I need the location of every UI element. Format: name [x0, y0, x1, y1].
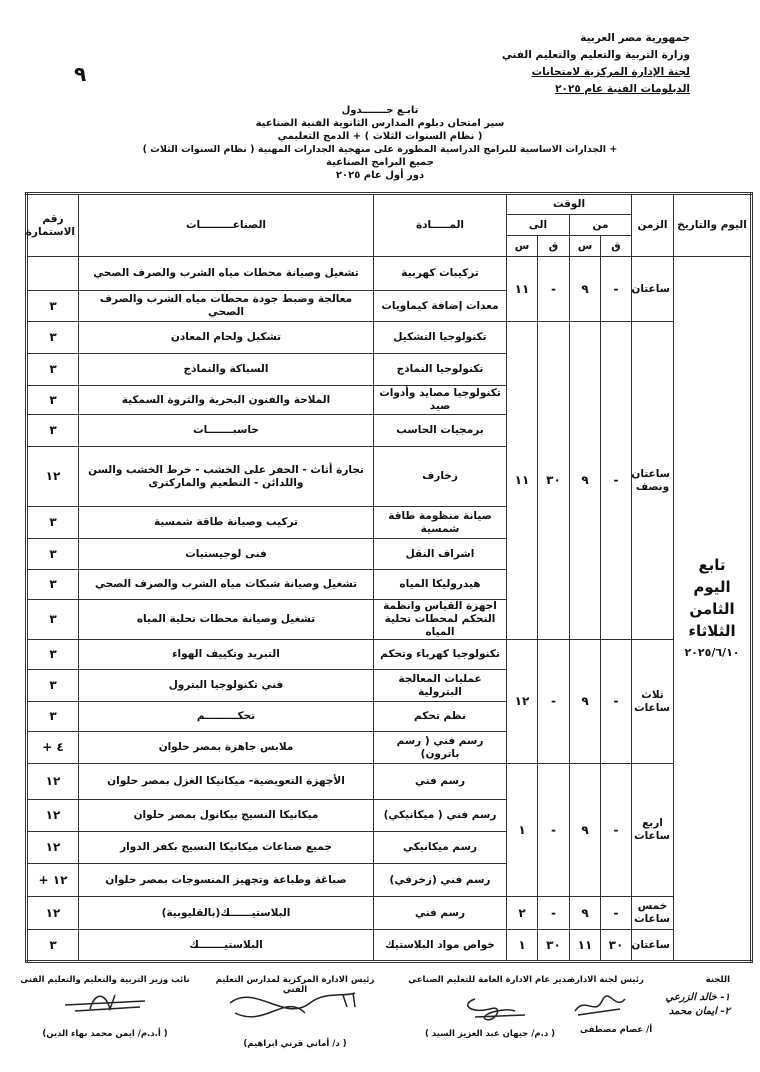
industry-cell: الملاحة والفنون البحرية والثروة السمكية: [79, 386, 374, 415]
industry-cell: السباكة والنماذج: [79, 354, 374, 386]
industry-cell: تشغيل وصيانة شبكات مياه الشرب والصرف الصحي: [79, 570, 374, 600]
to-minute-cell: ٣٠: [538, 930, 570, 962]
to-minute-cell: -: [538, 764, 570, 897]
header-line: جمهورية مصر العربية: [580, 32, 690, 44]
duration-cell: اربع ساعات: [632, 764, 674, 897]
industry-cell: فني تكنولوجيا البترول: [79, 670, 374, 702]
form-number-cell: ١٢: [27, 764, 79, 800]
header-time: الوقت: [507, 194, 632, 215]
signature-image: [225, 983, 375, 1028]
from-minute-cell: -: [601, 897, 632, 930]
form-number-cell: ٣: [27, 322, 79, 354]
industry-cell: معالجة وضبط جودة محطات مياه الشرب والصرف الصحي: [79, 291, 374, 322]
header-subject: المـــــادة: [374, 194, 507, 257]
table-row: [27, 930, 752, 962]
form-number-cell: ١٢: [27, 800, 79, 832]
to-hour-cell: ١: [507, 764, 538, 897]
subject-cell: تكنولوجيا التشكيل: [374, 322, 507, 354]
title-line: تابـع جـــــــدول: [341, 105, 419, 116]
day-label: الثامن: [689, 599, 735, 618]
signature-image: [60, 987, 150, 1017]
header-day: اليوم والتاريخ: [674, 194, 752, 257]
subject-cell: عمليات المعالجة البترولية: [374, 670, 507, 702]
table-row: [27, 897, 752, 930]
industry-cell: تحكـــــــــم: [79, 702, 374, 732]
subject-cell: صيانة منظومة طاقة شمسية: [374, 507, 507, 539]
from-minute-cell: -: [601, 764, 632, 897]
from-minute-cell: ٣٠: [601, 930, 632, 962]
header-from-minute: ق: [601, 236, 632, 257]
signatory-title: نائب وزير التربية والتعليم والتعليم الفنى: [20, 975, 190, 985]
to-hour-cell: ٢: [507, 897, 538, 930]
table-row: [27, 640, 752, 670]
to-hour-cell: ١١: [507, 322, 538, 640]
day-label: اليوم: [693, 577, 731, 596]
industry-cell: البلاستيـــــــك: [79, 930, 374, 962]
subject-cell: برمجيات الحاسب: [374, 415, 507, 447]
signatory-title: مدير عام الادارة العامة للتعليم الصناعي: [408, 975, 572, 985]
duration-cell: خمس ساعات: [632, 897, 674, 930]
document-title: [120, 104, 640, 182]
header-to-hour: س: [507, 236, 538, 257]
header-to-minute: ق: [538, 236, 570, 257]
header-to: الى: [507, 215, 570, 236]
subject-cell: رسم فني ( رسم باترون): [374, 732, 507, 764]
industry-cell: ملابس جاهزة بمصر حلوان: [79, 732, 374, 764]
duration-cell: ساعتان: [632, 930, 674, 962]
to-hour-cell: ١: [507, 930, 538, 962]
from-minute-cell: -: [601, 322, 632, 640]
subject-cell: تركيبات كهربية: [374, 257, 507, 291]
form-number-cell: ٣: [27, 291, 79, 322]
form-number-cell: ٣: [27, 930, 79, 962]
signatory-name: ( د/ أماني قرني ابراهيم): [243, 1039, 347, 1049]
header-line: الدبلومات الفنية عام ٢٠٢٥: [555, 83, 690, 95]
form-number-cell: ٤ +: [27, 732, 79, 764]
committee-member: ٢- ايمان محمد: [668, 1006, 730, 1017]
signature-image: [455, 989, 535, 1029]
page-number: ٩: [74, 62, 87, 86]
from-hour-cell: ٩: [570, 257, 601, 322]
subject-cell: تكنولوجيا مصايد وأدوات صيد: [374, 386, 507, 415]
committee-block: [570, 975, 730, 1035]
form-number-cell: [27, 257, 79, 291]
to-minute-cell: -: [538, 640, 570, 764]
subject-cell: تكنولوجيا النماذج: [374, 354, 507, 386]
to-minute-cell: -: [538, 257, 570, 322]
industry-cell: صباغة وطباعة وتجهيز المنسوجات بمصر حلوان: [79, 864, 374, 897]
signatory-name: ( د.م/ جيهان عبد العزيز السيد ): [424, 1029, 556, 1039]
industry-cell: فنى لوجيستيات: [79, 539, 374, 570]
table-row: [27, 764, 752, 800]
to-hour-cell: ١٢: [507, 640, 538, 764]
industry-cell: تركيب وصيانة طاقة شمسية: [79, 507, 374, 539]
from-hour-cell: ٩: [570, 897, 601, 930]
industry-cell: الأجهزة التعويضية- ميكانيكا الغزل بمصر حلوان: [79, 764, 374, 800]
from-hour-cell: ٩: [570, 640, 601, 764]
signatory-title: رئيس الادارة المركزية لمدارس التعليم الفني: [215, 975, 375, 995]
signatory-name: ( أ.د.م/ ايمن محمد بهاء الدين): [42, 1029, 168, 1039]
form-number-cell: ٣: [27, 386, 79, 415]
from-hour-cell: ٩: [570, 764, 601, 897]
title-line: + الجدارات الاساسية للبرامج الدراسية المطورة على منهجية الجدارات المهنية ( نظام السنوات الثلاث ): [142, 144, 618, 155]
header-from-hour: س: [570, 236, 601, 257]
title-line: سير امتحان دبلوم المدارس الثانوية الفنية الصناعية: [255, 118, 505, 129]
industry-cell: نجارة أثاث - الحفر على الخشب - خرط الخشب والسن واللدائن - التطعيم والماركترى: [79, 447, 374, 507]
from-minute-cell: -: [601, 257, 632, 322]
form-number-cell: ٣: [27, 539, 79, 570]
table-row: [27, 322, 752, 354]
subject-cell: رسم فني ( ميكانيكي): [374, 800, 507, 832]
duration-cell: ثلاث ساعات: [632, 640, 674, 764]
signatory-name: أ/ عصام مصطفى: [580, 1025, 653, 1035]
subject-cell: معدات إضافة كيماويات: [374, 291, 507, 322]
header-from: من: [570, 215, 632, 236]
industry-cell: تشغيل وصيانة محطات مياه الشرب والصرف الصحي: [79, 257, 374, 291]
subject-cell: رسم ميكانيكي: [374, 832, 507, 864]
form-number-cell: ١٢ +: [27, 864, 79, 897]
subject-cell: رسم فني (زخرفي): [374, 864, 507, 897]
form-number-cell: ٣: [27, 670, 79, 702]
from-hour-cell: ٩: [570, 322, 601, 640]
header-duration: الزمن: [632, 194, 674, 257]
form-number-cell: ١٢: [27, 832, 79, 864]
to-minute-cell: -: [538, 897, 570, 930]
table-row: [27, 257, 752, 291]
form-number-cell: ٣: [27, 507, 79, 539]
subject-cell: زخارف: [374, 447, 507, 507]
subject-cell: رسم فني: [374, 897, 507, 930]
day-label: الثلاثاء: [688, 621, 736, 640]
signatory-title: رئيس لجنة الادارة: [570, 975, 644, 985]
subject-cell: اشراف النقل: [374, 539, 507, 570]
duration-cell: ساعتان: [632, 257, 674, 322]
industry-cell: جميع صناعات ميكانيكا النسيج بكفر الدوار: [79, 832, 374, 864]
subject-cell: اجهزة القياس وانظمة التحكم لمحطات تحلية المياه: [374, 600, 507, 640]
signatory-block: [400, 975, 580, 1039]
to-hour-cell: ١١: [507, 257, 538, 322]
day-label: تابع: [698, 555, 726, 574]
form-number-cell: ٣: [27, 600, 79, 640]
from-hour-cell: ١١: [570, 930, 601, 962]
form-number-cell: ٣: [27, 570, 79, 600]
title-line: جميع البرامج الصناعية: [326, 157, 434, 168]
header-line: وزارة التربية والتعليم والتعليم الفني: [501, 49, 690, 61]
duration-cell: ساعتان ونصف: [632, 322, 674, 640]
form-number-cell: ٣: [27, 702, 79, 732]
header-line: لجنة الإدارة المركزية لامتحانات: [531, 66, 690, 78]
industry-cell: التبريد وتكييف الهواء: [79, 640, 374, 670]
form-number-cell: ٣: [27, 354, 79, 386]
industry-cell: حاسبـــــــات: [79, 415, 374, 447]
form-number-cell: ١٢: [27, 897, 79, 930]
form-number-cell: ٣: [27, 415, 79, 447]
subject-cell: هيدروليكا المياه: [374, 570, 507, 600]
industry-cell: ميكانيكا النسيج بيكانول بمصر حلوان: [79, 800, 374, 832]
exam-date: ٢٠٢٥/٦/١٠: [684, 645, 740, 659]
subject-cell: رسم فني: [374, 764, 507, 800]
committee-member: ١- خالد الزرعي: [665, 992, 730, 1003]
title-line: دور أول عام ٢٠٢٥: [335, 170, 425, 181]
subject-cell: نظم تحكم: [374, 702, 507, 732]
form-number-cell: ٣: [27, 640, 79, 670]
industry-cell: البلاستيــــــك(بالقليوبية): [79, 897, 374, 930]
day-date-cell: [674, 257, 752, 962]
subject-cell: تكنولوجيا كهرباء وتحكم: [374, 640, 507, 670]
subject-cell: خواص مواد البلاستيك: [374, 930, 507, 962]
header-industries: الصناعـــــــــات: [79, 194, 374, 257]
ministry-header: [502, 30, 690, 98]
industry-cell: تشغيل وصيانة محطات تحلية المياه: [79, 600, 374, 640]
signatory-block: [20, 975, 190, 1039]
committee-label: اللجنة: [705, 975, 730, 985]
exam-schedule-table: [25, 192, 753, 963]
from-minute-cell: -: [601, 640, 632, 764]
signatory-block: [205, 975, 385, 1049]
to-minute-cell: ٣٠: [538, 322, 570, 640]
industry-cell: تشكيل ولحام المعادن: [79, 322, 374, 354]
form-number-cell: ١٢: [27, 447, 79, 507]
header-form-number: رقم الاستمارة: [27, 194, 79, 257]
title-line: ( نظام السنوات الثلاث ) + الدمج التعليمي: [277, 131, 483, 142]
